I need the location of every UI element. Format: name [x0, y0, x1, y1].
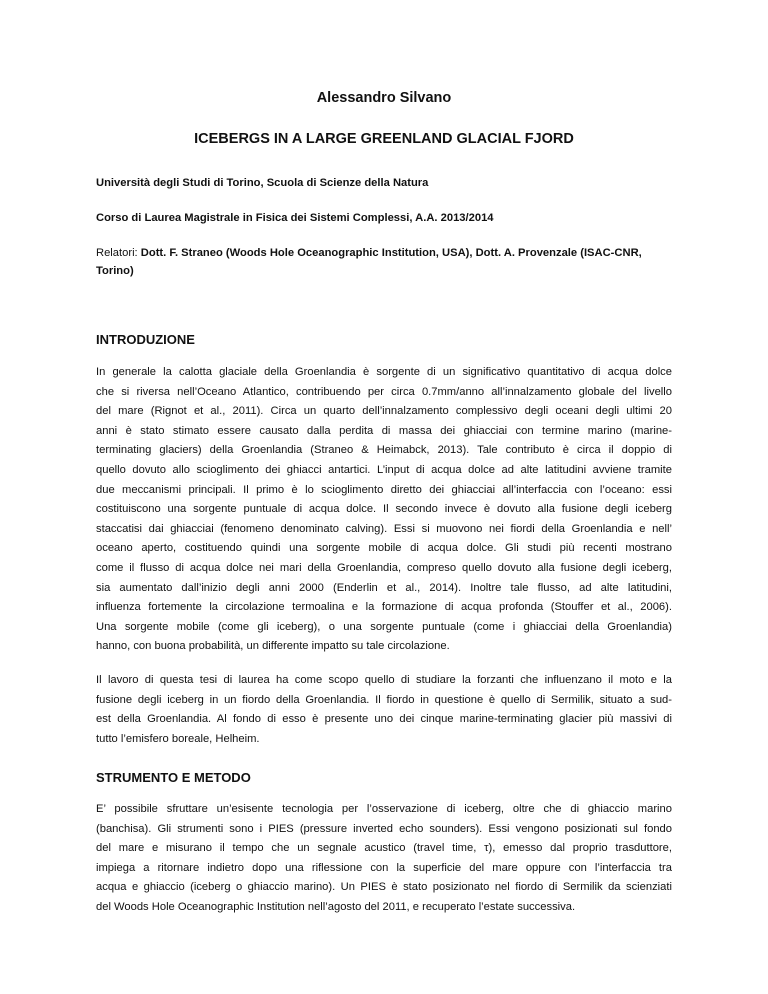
text-line: sia aumentato dall’inizio degli anni 2000 (Enderlin et al., 2014). Inoltre tale flusso, ad alte latitudini,	[96, 581, 672, 594]
text-line: hanno, con buona probabilità, un differente impatto su tale circolazione.	[96, 640, 450, 653]
text-line: due meccanismi principali. Il primo è lo scioglimento diretto dei ghiacciai all’interfaccia con l’oceano: essi	[96, 483, 672, 496]
intro-paragraph-2	[96, 671, 672, 749]
author-name: Alessandro Silvano	[316, 90, 452, 106]
course-line: Corso di Laurea Magistrale in Fisica dei Sistemi Complessi, A.A. 2013/2014	[96, 212, 494, 224]
intro-paragraph-1	[96, 363, 672, 657]
text-line: del Woods Hole Oceanographic Institution nell’agosto del 2011, e recuperato l’estate successiva.	[96, 900, 576, 913]
text-line: anni è stato stimato essere causato dalla perdita di massa dei ghiacciai con termine marino (marine-	[96, 424, 672, 437]
advisors-block	[96, 244, 696, 280]
text-line: acqua e ghiaccio (iceberg o ghiaccio marino). Un PIES è stato posizionato nel fiordo di Sermilik da scienziati	[96, 881, 672, 894]
text-line: che si riversa nell’Oceano Atlantico, contribuendo per circa 0.7mm/anno all’innalzamento globale del livello	[96, 385, 672, 398]
advisors-names: Dott. F. Straneo (Woods Hole Oceanographic Institution, USA), Dott. A. Provenzale (ISAC-CNR,	[140, 247, 642, 259]
thesis-title: ICEBERGS IN A LARGE GREENLAND GLACIAL FJORD	[194, 131, 574, 147]
text-line: (banchisa). Gli strumenti sono i PIES (pressure inverted echo sounders). Essi vengono posizionati sul fondo	[96, 822, 672, 835]
advisors-label: Relatori:	[96, 247, 138, 259]
heading-introduzione: INTRODUZIONE	[96, 332, 195, 347]
method-paragraph-1	[96, 800, 672, 918]
text-line: come il flusso di acqua dolce nei mari della Groenlandia, compreso quello dovuto alla fusione degli iceberg,	[96, 561, 672, 574]
text-line: costituiscono una sorgente puntuale di acqua dolce. Il secondo invece è dovuto alla fusione degli iceberg	[96, 503, 672, 516]
text-line: del mare e misurano il tempo che un segnale acustico (travel time, τ), emesso dal proprio trasduttore,	[96, 842, 672, 855]
university-line: Università degli Studi di Torino, Scuola di Scienze della Natura	[96, 177, 429, 189]
text-line: Il lavoro di questa tesi di laurea ha come scopo quello di studiare la forzanti che influenzano il moto e la	[96, 674, 672, 686]
text-line: del mare (Rignot et al., 2011). Circa un quarto dell’innalzamento complessivo degli oceani degli ultimi 20	[96, 405, 672, 418]
text-line: influenza fortemente la circolazione termoalina e la formazione di acqua profonda (Stouffer et al., 2006).	[96, 601, 672, 614]
heading-strumento-e-metodo: STRUMENTO E METODO	[96, 770, 251, 785]
text-line: terminating glaciers) della Groenlandia (Straneo & Heimabck, 2013). Tale contributo è circa il doppio di	[96, 444, 672, 457]
text-line: tutto l’emisfero boreale, Helheim.	[96, 732, 260, 745]
advisors-names-cont: Torino)	[96, 265, 134, 277]
text-line: E’ possibile sfruttare un’esisente tecnologia per l’osservazione di iceberg, oltre che di ghiaccio marino	[96, 803, 672, 815]
text-line: Una sorgente mobile (come gli iceberg), o una sorgente puntuale (come i ghiacciai della Groenlandia)	[96, 620, 672, 633]
text-line: oceano aperto, costituendo quindi una sorgente mobile di acqua dolce. Gli studi più recenti mostrano	[96, 542, 672, 555]
text-line: In generale la calotta glaciale della Groenlandia è sorgente di un significativo quantitativo di acqua dolce	[96, 366, 672, 378]
text-line: fusione degli iceberg in un fiordo della Groenlandia. Il fiordo in questione è quello di Sermilik, situato a sud-	[96, 693, 672, 706]
text-line: staccatisi dai ghiacciai (fenomeno denominato calving). Essi si muovono nei fiordi della Groenlandia e nell’	[96, 522, 672, 535]
text-line: quello dovuto allo scioglimento dei ghiacci antartici. L’input di acqua dolce ad alte latitudini avviene tramite	[96, 463, 672, 476]
text-line: impiega a ritornare indietro dopo una riflessione con la superficie del mare oppure con l’interfaccia tra	[96, 861, 672, 874]
text-line: est della Groenlandia. Al fondo di esso è presente uno dei cinque marine-terminating glacier più massivi di	[96, 713, 672, 726]
